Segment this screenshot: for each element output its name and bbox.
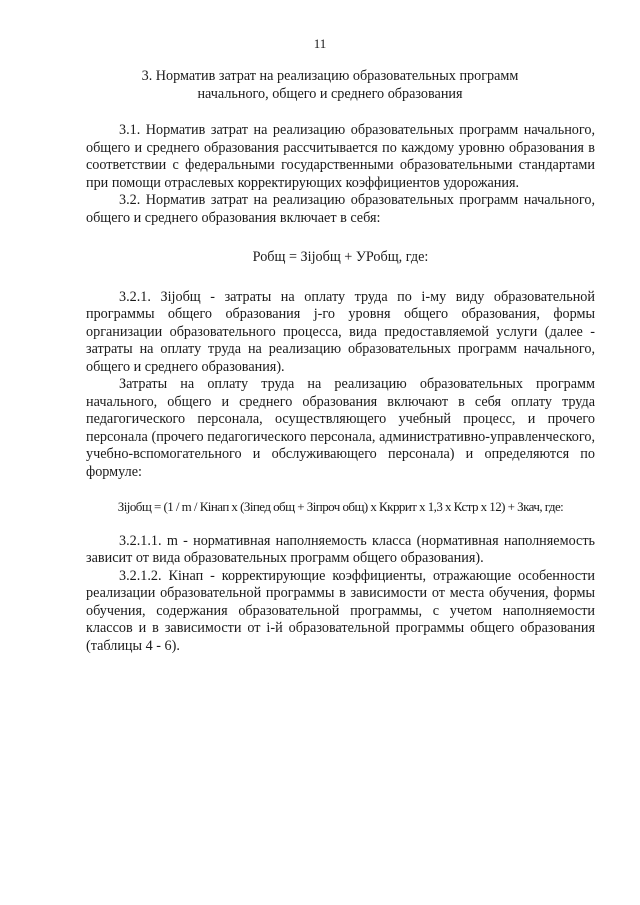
- section-title-line-2: начального, общего и среднего образования: [197, 85, 463, 102]
- formula-labor-cost: Зijобщ = (1 / m / Кiнап x (Зiпед общ + Зiпроч общ) x Ккррит x 1,3 x Кстр x 12) + Зкач, где:: [117, 499, 564, 514]
- page-number: 11: [313, 36, 327, 51]
- paragraph-3-1: 3.1. Норматив затрат на реализацию образовательных программ начального, общего и среднего образования рассчитывается по каждому уровню образования в соответствии с федеральными государственными образовательными стандартами при помощи отраслевых корректирующих коэффициентов удорожания.: [86, 122, 595, 191]
- paragraph-3-2: 3.2. Норматив затрат на реализацию образовательных программ начального, общего и среднего образования включает в себя:: [86, 192, 595, 226]
- paragraph-3-2-1-2: 3.2.1.2. Кiнап - корректирующие коэффициенты, отражающие особенности реализации образовательной программы в зависимости от места обучения, формы обучения, содержания образовательной программы, с учетом наполняемости классов и в зависимости от i-й образовательной программы общего образования (таблицы 4 - 6).: [86, 567, 595, 654]
- section-title-line-1: 3. Норматив затрат на реализацию образовательных программ: [141, 68, 519, 84]
- document-body: [86, 122, 595, 655]
- paragraph-labor-costs: Затраты на оплату труда на реализацию образовательных программ начального, общего и среднего образования включают в себя оплату труда педагогического персонала, осуществляющего учебный процесс, и прочего персонала (прочего педагогического персонала, административно-управленческого, учебно-вспомогательного и обслуживающего персонала) и определяются по формуле:: [86, 376, 595, 480]
- section-heading: [110, 68, 550, 103]
- formula-total-cost: Робщ = Зijобщ + УРобщ, где:: [252, 249, 429, 265]
- paragraph-3-2-1: 3.2.1. Зijобщ - затраты на оплату труда по i-му виду образовательной программы общего образования j-го уровня общего образования, формы организации образовательного процесса, вида предоставляемой услуги (далее - затраты на оплату труда на реализацию образовательных программ начального, общего и среднего образования).: [86, 288, 595, 375]
- paragraph-3-2-1-1: 3.2.1.1. m - нормативная наполняемость класса (нормативная наполняемость зависит от вида образовательных программ общего образования).: [86, 532, 595, 566]
